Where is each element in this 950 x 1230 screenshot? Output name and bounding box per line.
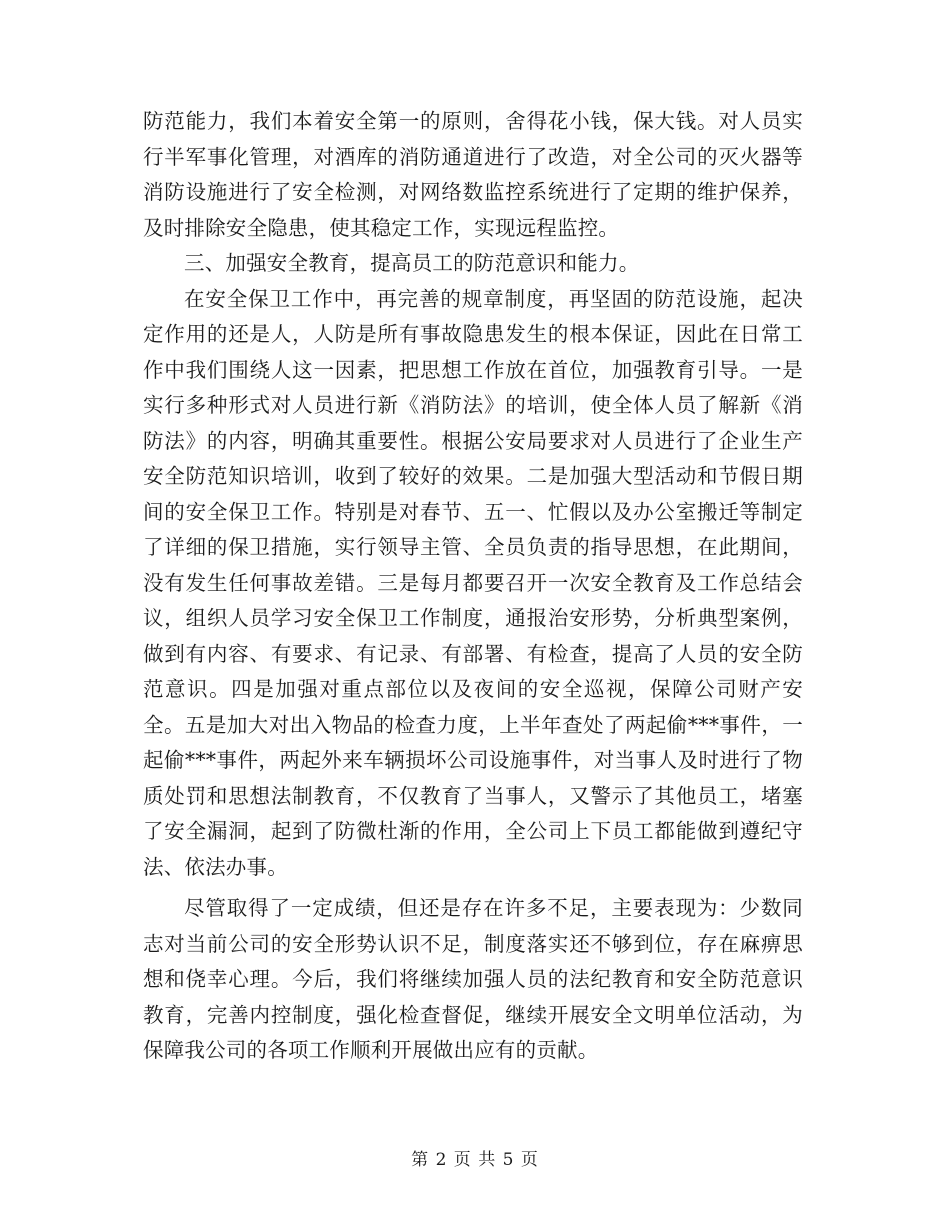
paragraph-continuation: 防范能力，我们本着安全第一的原则，舍得花小钱，保大钱。对人员实行半军事化管理，对酒库的消防通道进行了改造，对全公司的灭火器等消防设施进行了安全检测，对网络数监控系统进行了定期的维护保养，及时排除安全隐患，使其稳定工作，实现远程监控。	[143, 109, 803, 240]
page-number-footer: 第 2 页 共 5 页	[411, 1150, 539, 1170]
paragraph-safety-education: 在安全保卫工作中，再完善的规章制度，再坚固的防范设施，起决定作用的还是人，人防是所有事故隐患发生的根本保证，因此在日常工作中我们围绕人这一因素，把思想工作放在首位，加强教育引导。一是实行多种形式对人员进行新《消防法》的培训，使全体人员了解新《消防法》的内容，明确其重要性。根据公安局要求对人员进行了企业生产安全防范知识培训，收到了较好的效果。二是加强大型活动和节假日期间的安全保卫工作。特别是对春节、五一、忙假以及办公室搬迁等制定了详细的保卫措施，实行领导主管、全员负责的指导思想，在此期间，没有发生任何事故差错。三是每月都要召开一次安全教育及工作总结会议，组织人员学习安全保卫工作制度，通报治安形势，分析典型案例，做到有内容、有要求、有记录、有部署、有检查，提高了人员的安全防范意识。四是加强对重点部位以及夜间的安全巡视，保障公司财产安全。五是加大对出入物品的检查力度，上半年查处了两起偷***事件，一起偷***事件，两起外来车辆损坏公司设施事件，对当事人及时进行了物质处罚和思想法制教育，不仅教育了当事人，又警示了其他员工，堵塞了安全漏洞，起到了防微杜渐的作用，全公司上下员工都能做到遵纪守法、依法办事。	[143, 286, 803, 879]
section-heading: 三、加强安全教育，提高员工的防范意识和能力。	[184, 251, 640, 275]
document-body	[143, 104, 803, 1069]
paragraph-shortcomings: 尽管取得了一定成绩，但还是存在许多不足，主要表现为：少数同志对当前公司的安全形势认识不足，制度落实还不够到位，存在麻痹思想和侥幸心理。今后，我们将继续加强人员的法纪教育和安全防范意识教育，完善内控制度，强化检查督促，继续开展安全文明单位活动，为保障我公司的各项工作顺利开展做出应有的贡献。	[143, 896, 803, 1062]
